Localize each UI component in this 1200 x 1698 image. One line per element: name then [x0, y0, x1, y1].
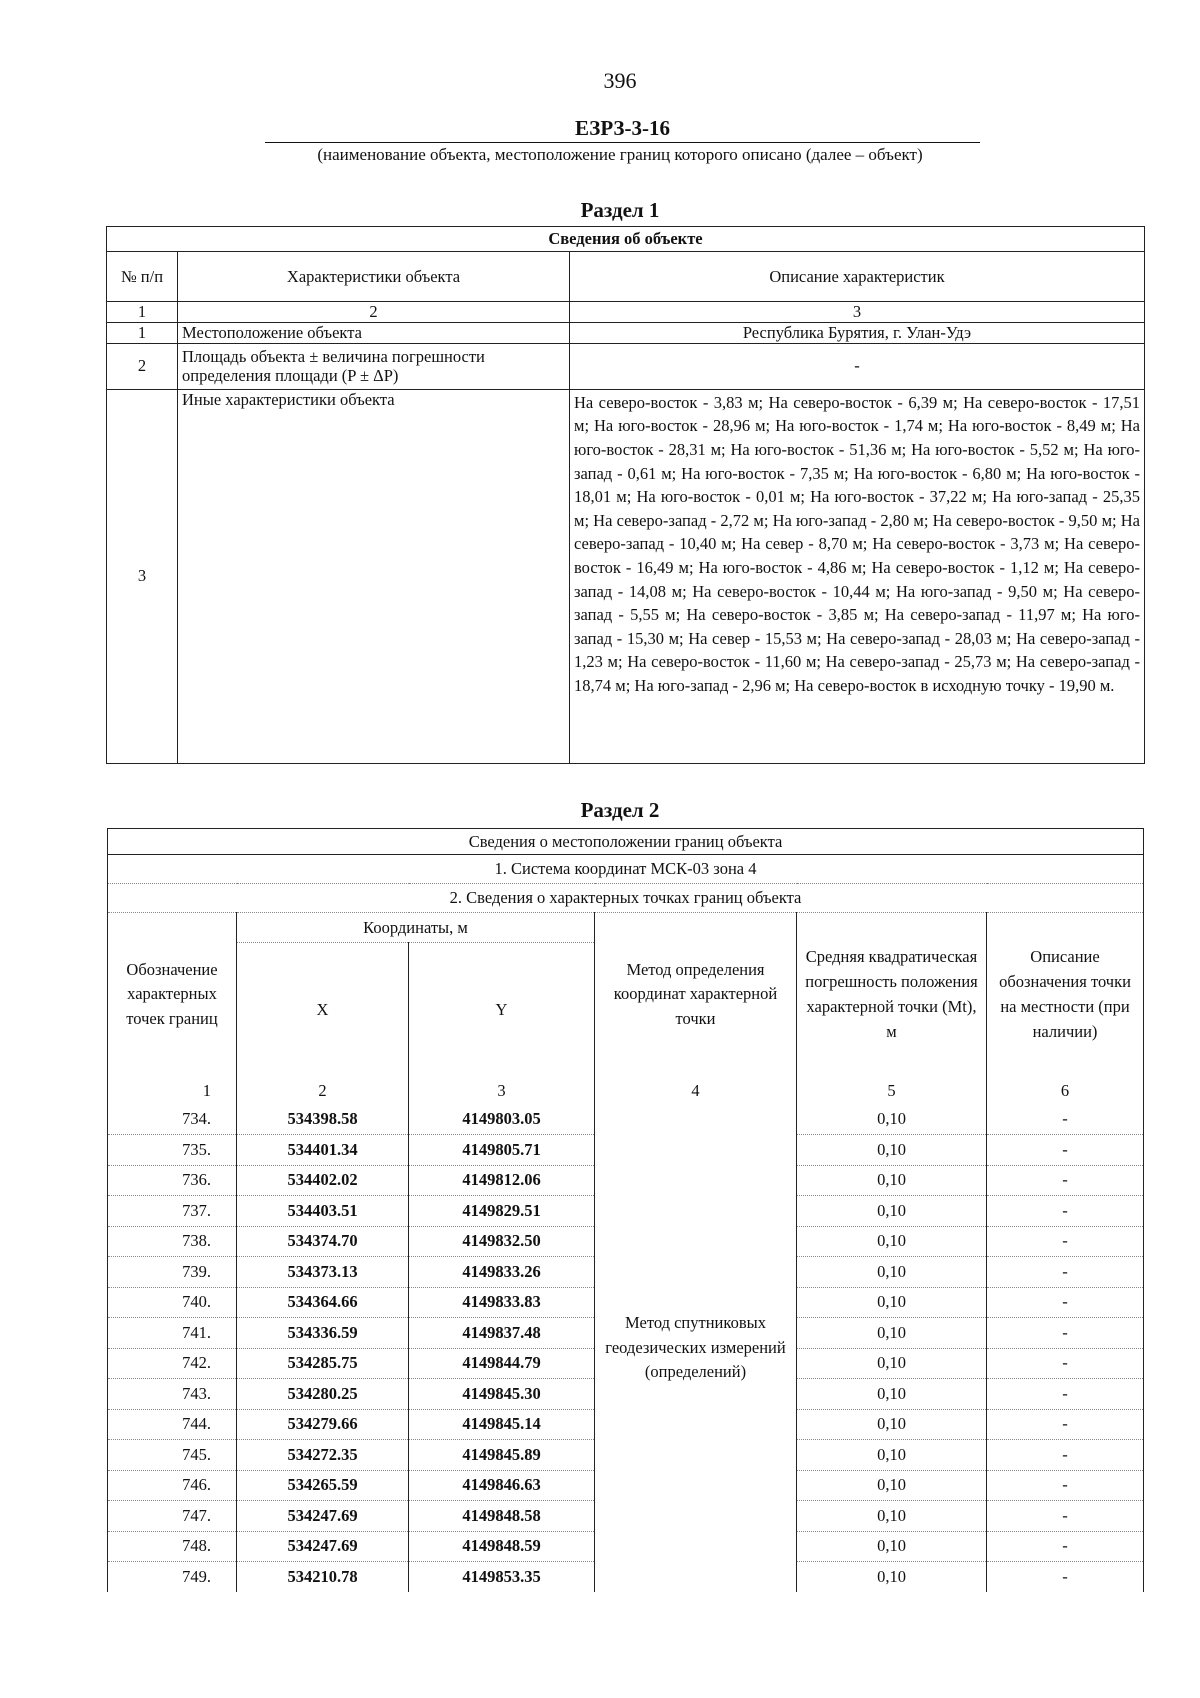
column-number: 6: [987, 1077, 1144, 1105]
point-description: -: [987, 1470, 1144, 1501]
point-number: 745.: [108, 1440, 237, 1471]
column-header-description: Описание обозначения точки на местности (при наличии): [987, 913, 1144, 1077]
table-row: [107, 343, 1145, 389]
point-description: -: [987, 1348, 1144, 1379]
point-number: 734.: [108, 1105, 237, 1135]
point-error: 0,10: [797, 1409, 987, 1440]
coordinate-system: 1. Система координат МСК-03 зона 4: [108, 855, 1144, 884]
point-description: -: [987, 1531, 1144, 1562]
point-x: 534373.13: [237, 1257, 409, 1288]
column-header-x: X: [237, 943, 409, 1077]
boundary-table-title: Сведения о местоположении границ объекта: [108, 829, 1144, 855]
row-characteristic: Площадь объекта ± величина погрешности определения площади (P ± ΔP): [178, 343, 570, 389]
boundary-points-table: [107, 828, 1144, 1592]
point-number: 743.: [108, 1379, 237, 1410]
point-x: 534401.34: [237, 1135, 409, 1166]
point-number: 744.: [108, 1409, 237, 1440]
point-x: 534402.02: [237, 1165, 409, 1196]
point-y: 4149845.14: [409, 1409, 595, 1440]
point-error: 0,10: [797, 1562, 987, 1592]
point-description: -: [987, 1196, 1144, 1227]
section1-title: Раздел 1: [580, 198, 660, 222]
point-y: 4149848.58: [409, 1501, 595, 1532]
table-row: [107, 322, 1145, 343]
point-y: 4149832.50: [409, 1226, 595, 1257]
point-error: 0,10: [797, 1318, 987, 1349]
point-number: 738.: [108, 1226, 237, 1257]
point-number: 739.: [108, 1257, 237, 1288]
row-description: -: [570, 343, 1145, 389]
point-number: 747.: [108, 1501, 237, 1532]
point-error: 0,10: [797, 1379, 987, 1410]
row-num: 2: [107, 343, 178, 389]
point-y: 4149812.06: [409, 1165, 595, 1196]
point-x: 534279.66: [237, 1409, 409, 1440]
method-value: Метод спутниковых геодезических измерений (определений): [595, 1105, 797, 1592]
point-y: 4149844.79: [409, 1348, 595, 1379]
table-row: [108, 1105, 1144, 1135]
column-header-coords: Координаты, м: [237, 913, 595, 943]
point-description: -: [987, 1135, 1144, 1166]
point-y: 4149845.89: [409, 1440, 595, 1471]
point-number: 736.: [108, 1165, 237, 1196]
point-number: 737.: [108, 1196, 237, 1227]
column-header-y: Y: [409, 943, 595, 1077]
point-x: 534247.69: [237, 1501, 409, 1532]
section2-title: Раздел 2: [580, 798, 660, 822]
point-error: 0,10: [797, 1531, 987, 1562]
row-num: 3: [107, 389, 178, 763]
point-x: 534336.59: [237, 1318, 409, 1349]
object-info-table: [106, 226, 1145, 764]
point-x: 534280.25: [237, 1379, 409, 1410]
point-number: 740.: [108, 1287, 237, 1318]
point-x: 534247.69: [237, 1531, 409, 1562]
point-number: 735.: [108, 1135, 237, 1166]
object-info-table-title: Сведения об объекте: [107, 227, 1145, 252]
point-description: -: [987, 1105, 1144, 1135]
row-description: Республика Бурятия, г. Улан-Удэ: [570, 322, 1145, 343]
point-error: 0,10: [797, 1135, 987, 1166]
point-number: 748.: [108, 1531, 237, 1562]
row-characteristic: Иные характеристики объекта: [178, 389, 570, 763]
row-description: На северо-восток - 3,83 м; На северо-восток - 6,39 м; На северо-восток - 17,51 м; На юго-восток - 28,96 м; На юго-восток - 1,74 м; На юго-восток - 8,49 м; На юго-восток - 28,31 м; На юго-восток - 51,36 м; На юго-восток - 5,52 м; На юго-запад - 0,61 м; На юго-восток - 7,35 м; На юго-восток - 6,80 м; На юго-восток - 18,01 м; На юго-восток - 0,01 м; На юго-восток - 37,22 м; На юго-запад - 25,35 м; На северо-запад - 2,72 м; На юго-запад - 2,80 м; На северо-восток - 9,50 м; На северо-запад - 10,40 м; На север - 8,70 м; На северо-восток - 3,73 м; На северо-восток - 16,49 м; На юго-восток - 4,86 м; На северо-восток - 1,12 м; На северо-запад - 14,08 м; На северо-восток - 10,44 м; На юго-запад - 9,50 м; На северо-запад - 5,55 м; На северо-восток - 3,85 м; На северо-запад - 11,97 м; На юго-запад - 15,30 м; На север - 15,53 м; На северо-запад - 28,03 м; На северо-запад - 1,23 м; На северо-восток - 11,60 м; На северо-запад - 25,73 м; На северо-запад - 18,74 м; На юго-запад - 2,96 м; На северо-восток в исходную точку - 19,90 м.: [570, 389, 1145, 763]
point-description: -: [987, 1287, 1144, 1318]
column-number: 3: [570, 302, 1145, 323]
column-number: 5: [797, 1077, 987, 1105]
point-y: 4149853.35: [409, 1562, 595, 1592]
column-number: 2: [178, 302, 570, 323]
point-y: 4149833.83: [409, 1287, 595, 1318]
point-y: 4149846.63: [409, 1470, 595, 1501]
column-header-characteristic: Характеристики объекта: [178, 252, 570, 302]
point-description: -: [987, 1562, 1144, 1592]
point-error: 0,10: [797, 1440, 987, 1471]
column-header-point: Обозначение характерных точек границ: [126, 959, 218, 1029]
point-x: 534272.35: [237, 1440, 409, 1471]
point-y: 4149833.26: [409, 1257, 595, 1288]
point-description: -: [987, 1318, 1144, 1349]
point-y: 4149845.30: [409, 1379, 595, 1410]
point-y: 4149803.05: [409, 1105, 595, 1135]
column-number: 3: [409, 1077, 595, 1105]
point-x: 534398.58: [237, 1105, 409, 1135]
point-error: 0,10: [797, 1196, 987, 1227]
point-description: -: [987, 1501, 1144, 1532]
point-error: 0,10: [797, 1470, 987, 1501]
point-description: -: [987, 1165, 1144, 1196]
point-number: 749.: [182, 1566, 211, 1586]
point-description: -: [987, 1257, 1144, 1288]
point-number: 746.: [108, 1470, 237, 1501]
point-y: 4149805.71: [409, 1135, 595, 1166]
point-x: 534285.75: [237, 1348, 409, 1379]
point-x: 534374.70: [237, 1226, 409, 1257]
point-x: 534265.59: [237, 1470, 409, 1501]
column-header-num: № п/п: [107, 252, 178, 302]
table-row: [107, 389, 1145, 763]
point-error: 0,10: [797, 1287, 987, 1318]
point-description: -: [987, 1440, 1144, 1471]
column-header-method: Метод определения координат характерной точки: [595, 913, 797, 1077]
column-number: 1: [202, 1080, 211, 1100]
point-error: 0,10: [797, 1105, 987, 1135]
column-number: 2: [237, 1077, 409, 1105]
point-description: -: [987, 1379, 1144, 1410]
point-error: 0,10: [797, 1226, 987, 1257]
point-error: 0,10: [797, 1501, 987, 1532]
column-header-error: Средняя квадратическая погрешность положения характерной точки (Mt), м: [797, 913, 987, 1077]
point-error: 0,10: [797, 1165, 987, 1196]
point-x: 534403.51: [237, 1196, 409, 1227]
point-description: -: [987, 1409, 1144, 1440]
point-number: 741.: [108, 1318, 237, 1349]
column-number: 1: [107, 302, 178, 323]
object-name: ЕЗРЗ-3-16: [265, 116, 980, 143]
point-number: 742.: [108, 1348, 237, 1379]
page-number: 396: [603, 68, 637, 93]
points-info-title: 2. Сведения о характерных точках границ объекта: [108, 884, 1144, 913]
point-y: 4149837.48: [409, 1318, 595, 1349]
row-num: 1: [107, 322, 178, 343]
point-description: -: [987, 1226, 1144, 1257]
point-error: 0,10: [797, 1348, 987, 1379]
column-number: 4: [595, 1077, 797, 1105]
point-y: 4149848.59: [409, 1531, 595, 1562]
point-error: 0,10: [797, 1257, 987, 1288]
row-characteristic: Местоположение объекта: [178, 322, 570, 343]
point-x: 534210.78: [237, 1562, 409, 1592]
column-header-description: Описание характеристик: [570, 252, 1145, 302]
point-x: 534364.66: [237, 1287, 409, 1318]
object-caption: (наименование объекта, местоположение границ которого описано (далее – объект): [317, 145, 923, 164]
point-y: 4149829.51: [409, 1196, 595, 1227]
